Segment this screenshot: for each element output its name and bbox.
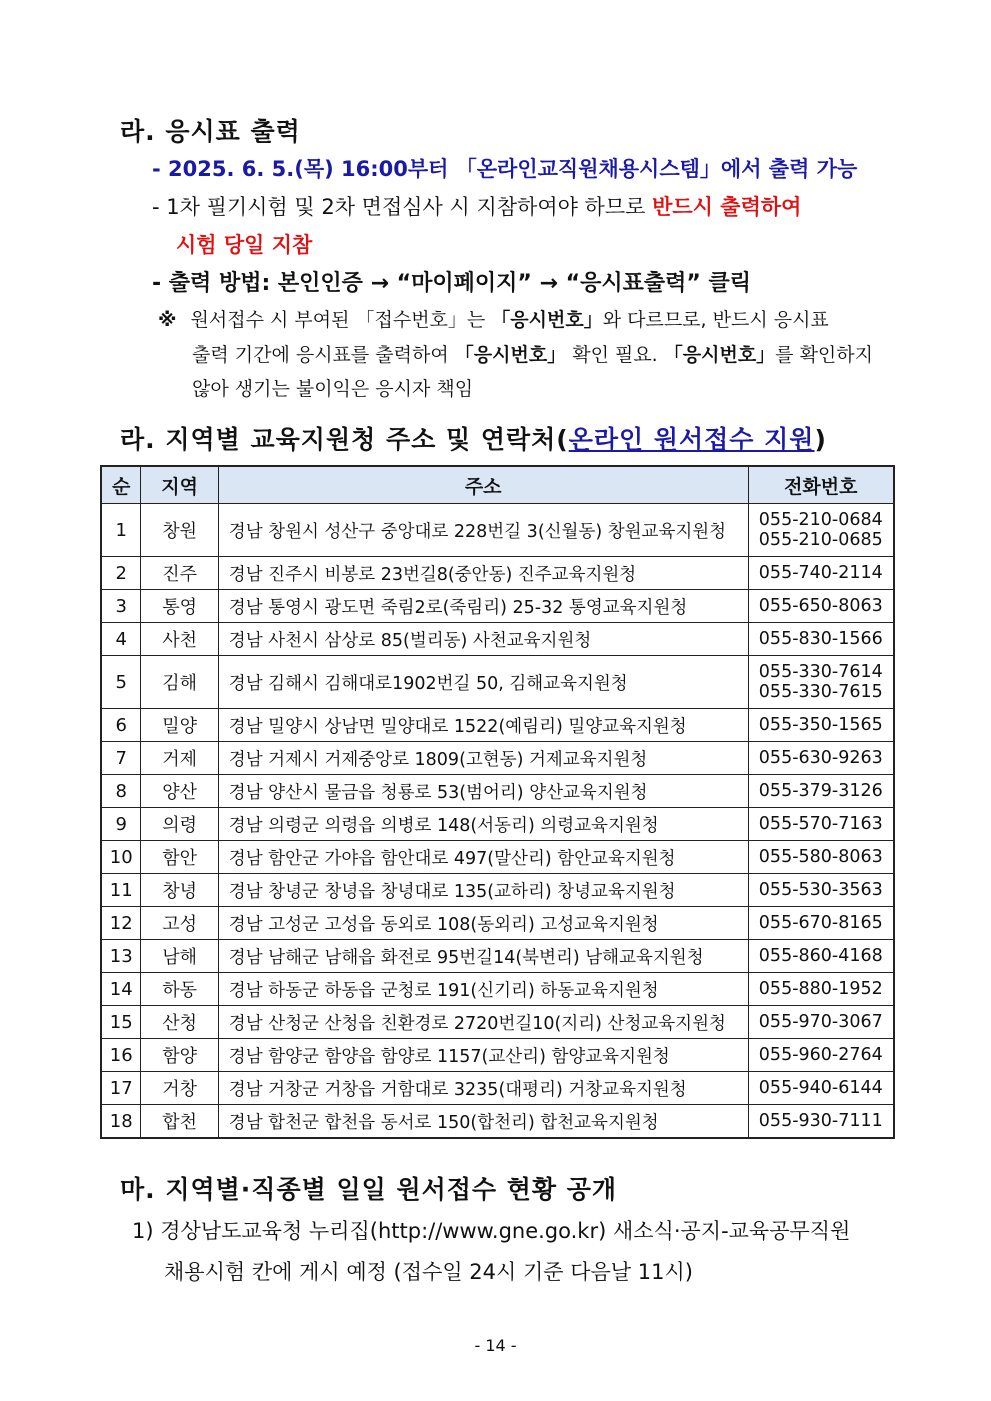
office-contact-table (100, 465, 895, 1139)
section-heading-contacts (120, 420, 827, 456)
cell-address: 경남 산청군 산청읍 친환경로 2720번길10(지리) 산청교육지원청 (218, 1006, 748, 1039)
cell-no: 1 (101, 504, 141, 557)
cell-region: 김해 (141, 656, 218, 709)
cell-phone: 055-670-8165 (748, 907, 894, 940)
cell-no: 4 (101, 623, 141, 656)
table-header-row (101, 466, 894, 504)
header-address: 주소 (218, 466, 748, 504)
section-heading-status: 마. 지역별·직종별 일일 원서접수 현황 공개 (120, 1175, 618, 1204)
cell-no: 5 (101, 656, 141, 709)
cell-address: 경남 하동군 하동읍 군청로 191(신기리) 하동교육지원청 (218, 973, 748, 1006)
cell-address: 경남 김해시 김해대로1902번길 50, 김해교육지원청 (218, 656, 748, 709)
header-phone: 전화번호 (748, 466, 894, 504)
cell-region: 합천 (141, 1105, 218, 1139)
cell-address: 경남 통영시 광도면 죽림2로(죽림리) 25-32 통영교육지원청 (218, 590, 748, 623)
table-row (101, 504, 894, 557)
note-line-1-text-2: 와 다르므로, 반드시 응시표 (602, 309, 829, 331)
cell-phone: 055-350-1565 (748, 709, 894, 742)
table-row (101, 841, 894, 874)
cell-address: 경남 의령군 의령읍 의병로 148(서동리) 의령교육지원청 (218, 808, 748, 841)
note-exam-number-3: 「응시번호」 (663, 344, 776, 366)
cell-no: 9 (101, 808, 141, 841)
status-line-1 (132, 1215, 850, 1245)
cell-address: 경남 양산시 물금읍 청룡로 53(범어리) 양산교육지원청 (218, 775, 748, 808)
bullet-bring-ticket-text: - 1차 필기시험 및 2차 면접심사 시 지참하여야 하므로 (152, 195, 653, 219)
cell-region: 남해 (141, 940, 218, 973)
table-row (101, 973, 894, 1006)
table-row (101, 656, 894, 709)
cell-no: 15 (101, 1006, 141, 1039)
cell-address: 경남 함안군 가야읍 함안대로 497(말산리) 함안교육지원청 (218, 841, 748, 874)
online-support-link[interactable]: 온라인 원서접수 지원 (568, 425, 815, 454)
cell-region: 거창 (141, 1072, 218, 1105)
status-line-1-text: 1) 경상남도교육청 누리집( (132, 1219, 378, 1243)
cell-phone: 055-930-7111 (748, 1105, 894, 1139)
bullet-print-date: - 2025. 6. 5.(목) 16:00부터 「온라인교직원채용시스템」에서 출력 가능 (152, 157, 858, 181)
table-row (101, 907, 894, 940)
note-line-1-text: 원서접수 시 부여된 「접수번호」는 (190, 309, 492, 331)
bullet-bring-ticket-emphasis: 반드시 출력하여 (652, 195, 802, 219)
cell-region: 창원 (141, 504, 218, 557)
cell-region: 사천 (141, 623, 218, 656)
bullet-bring-ticket (152, 191, 801, 221)
note-line-3: 않아 생기는 불이익은 응시자 책임 (192, 378, 474, 400)
status-line-1-text-2: ) 새소식·공지-교육공무직원 (598, 1219, 851, 1243)
cell-no: 14 (101, 973, 141, 1006)
cell-region: 거제 (141, 742, 218, 775)
cell-region: 창녕 (141, 874, 218, 907)
cell-region: 통영 (141, 590, 218, 623)
cell-address: 경남 합천군 합천읍 동서로 150(합천리) 합천교육지원청 (218, 1105, 748, 1139)
cell-no: 16 (101, 1039, 141, 1072)
cell-no: 3 (101, 590, 141, 623)
cell-address: 경남 고성군 고성읍 동외로 108(동외리) 고성교육지원청 (218, 907, 748, 940)
cell-address: 경남 진주시 비봉로 23번길8(중안동) 진주교육지원청 (218, 557, 748, 590)
note-line-2 (192, 340, 873, 367)
cell-address: 경남 거창군 거창읍 거함대로 3235(대평리) 거창교육지원청 (218, 1072, 748, 1105)
table-row (101, 1072, 894, 1105)
cell-address: 경남 거제시 거제중앙로 1809(고현동) 거제교육지원청 (218, 742, 748, 775)
table-body (101, 504, 894, 1139)
cell-phone: 055-330-7614 055-330-7615 (748, 656, 894, 709)
cell-phone: 055-740-2114 (748, 557, 894, 590)
cell-region: 고성 (141, 907, 218, 940)
table-row (101, 623, 894, 656)
table-row (101, 1039, 894, 1072)
cell-phone: 055-880-1952 (748, 973, 894, 1006)
cell-phone: 055-650-8063 (748, 590, 894, 623)
cell-address: 경남 창원시 성산구 중앙대로 228번길 3(신월동) 창원교육지원청 (218, 504, 748, 557)
table-row (101, 1006, 894, 1039)
cell-phone: 055-580-8063 (748, 841, 894, 874)
cell-region: 산청 (141, 1006, 218, 1039)
header-no: 순 (101, 466, 141, 504)
cell-region: 하동 (141, 973, 218, 1006)
cell-phone: 055-830-1566 (748, 623, 894, 656)
table-row (101, 1105, 894, 1139)
section-heading-contacts-close: ) (814, 425, 827, 454)
bullet-print-method: - 출력 방법: 본인인증 → “마이페이지” → “응시표출력” 클릭 (152, 271, 751, 296)
note-mark: ※ (158, 309, 177, 331)
cell-phone: 055-860-4168 (748, 940, 894, 973)
cell-address: 경남 사천시 삼상로 85(벌리동) 사천교육지원청 (218, 623, 748, 656)
cell-no: 11 (101, 874, 141, 907)
bullet-bring-ticket-emphasis-2: 시험 당일 지참 (176, 233, 313, 257)
cell-phone: 055-570-7163 (748, 808, 894, 841)
table-row (101, 940, 894, 973)
cell-address: 경남 남해군 남해읍 화전로 95번길14(북변리) 남해교육지원청 (218, 940, 748, 973)
note-line-2-text-3: 를 확인하지 (775, 344, 873, 366)
cell-address: 경남 밀양시 상남면 밀양대로 1522(예림리) 밀양교육지원청 (218, 709, 748, 742)
table-row (101, 709, 894, 742)
cell-region: 양산 (141, 775, 218, 808)
note-line-1 (158, 305, 829, 332)
header-region: 지역 (141, 466, 218, 504)
cell-region: 의령 (141, 808, 218, 841)
cell-no: 18 (101, 1105, 141, 1139)
note-exam-number-2: 「응시번호」 (454, 344, 567, 366)
table-row (101, 808, 894, 841)
table-row (101, 874, 894, 907)
cell-address: 경남 창녕군 창녕읍 창녕대로 135(교하리) 창녕교육지원청 (218, 874, 748, 907)
cell-no: 12 (101, 907, 141, 940)
table-row (101, 557, 894, 590)
cell-region: 밀양 (141, 709, 218, 742)
cell-phone: 055-210-0684 055-210-0685 (748, 504, 894, 557)
cell-region: 함양 (141, 1039, 218, 1072)
cell-no: 13 (101, 940, 141, 973)
cell-no: 17 (101, 1072, 141, 1105)
table-row (101, 742, 894, 775)
cell-phone: 055-970-3067 (748, 1006, 894, 1039)
cell-phone: 055-530-3563 (748, 874, 894, 907)
status-line-2: 채용시험 칸에 게시 예정 (접수일 24시 기준 다음날 11시) (164, 1260, 693, 1284)
table-row (101, 775, 894, 808)
note-exam-number-1: 「응시번호」 (491, 309, 603, 331)
gne-website-link[interactable]: http://www.gne.go.kr (377, 1219, 599, 1243)
cell-no: 2 (101, 557, 141, 590)
cell-phone: 055-379-3126 (748, 775, 894, 808)
cell-no: 6 (101, 709, 141, 742)
note-line-2-text-2: 확인 필요. (566, 344, 664, 366)
cell-no: 10 (101, 841, 141, 874)
page-number: - 14 - (474, 1336, 517, 1355)
cell-region: 함안 (141, 841, 218, 874)
cell-region: 진주 (141, 557, 218, 590)
cell-no: 8 (101, 775, 141, 808)
section-heading-contacts-text: 라. 지역별 교육지원청 주소 및 연락처( (120, 425, 569, 454)
cell-address: 경남 함양군 함양읍 함양로 1157(교산리) 함양교육지원청 (218, 1039, 748, 1072)
section-heading-ticket-print: 라. 응시표 출력 (120, 117, 301, 146)
cell-phone: 055-960-2764 (748, 1039, 894, 1072)
cell-no: 7 (101, 742, 141, 775)
note-line-2-text: 출력 기간에 응시표를 출력하여 (192, 344, 455, 366)
table-row (101, 590, 894, 623)
cell-phone: 055-940-6144 (748, 1072, 894, 1105)
cell-phone: 055-630-9263 (748, 742, 894, 775)
